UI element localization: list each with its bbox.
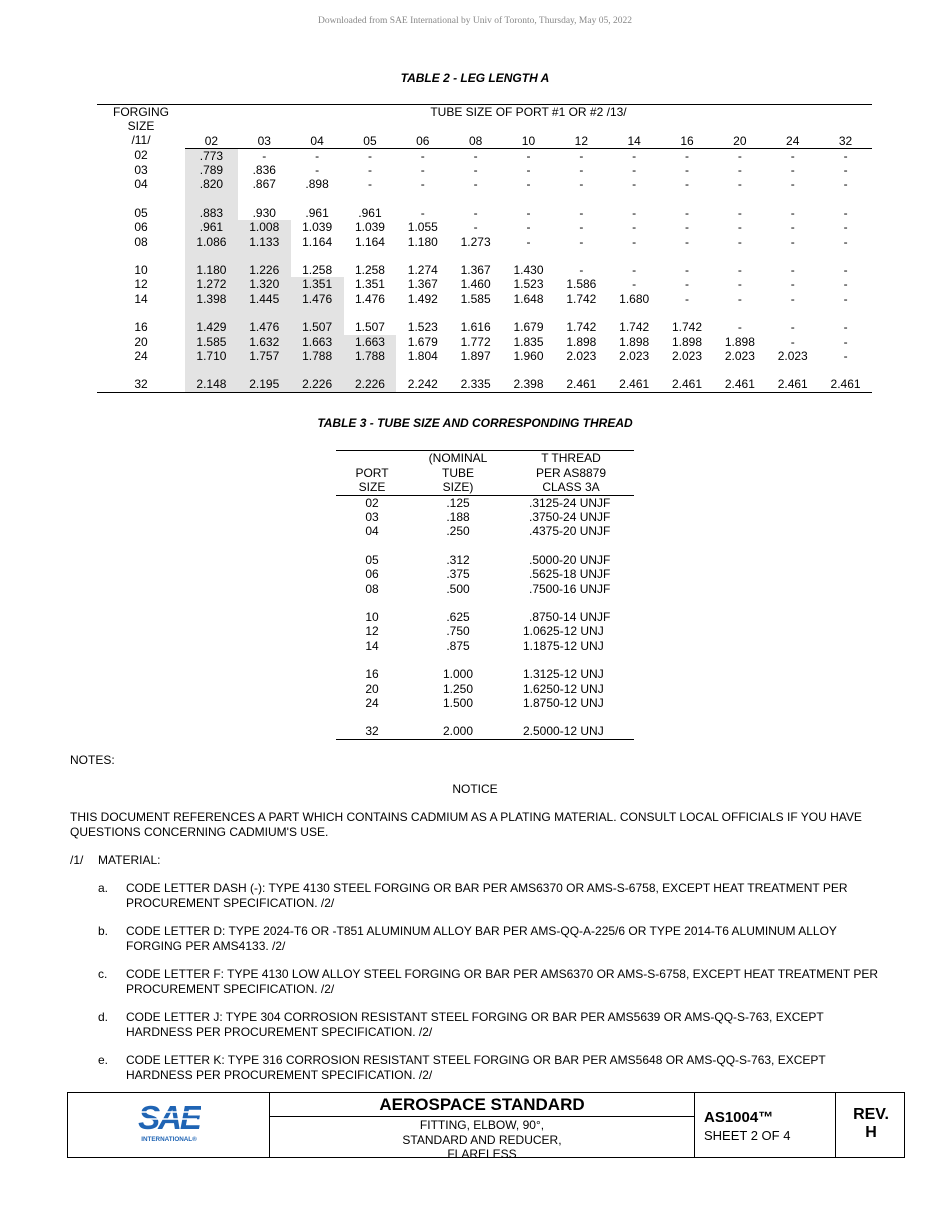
leg-length-cell: -	[579, 262, 584, 277]
material-item-letter: d.	[98, 1010, 109, 1024]
port-size-cell: 24	[365, 695, 379, 710]
leg-length-cell: -	[790, 205, 795, 220]
standard-type: AEROSPACE STANDARD	[270, 1093, 694, 1117]
table-row	[336, 624, 634, 638]
leg-length-cell: 1.086	[185, 235, 238, 249]
tube-size-cell: .125	[446, 495, 470, 510]
leg-length-cell: 1.273	[460, 234, 491, 249]
leg-length-cell: 1.835	[513, 334, 544, 349]
leg-length-cell: -	[790, 334, 795, 349]
material-number: /1/	[70, 853, 84, 867]
tube-size-column-header: 10	[502, 119, 555, 148]
leg-length-cell: 1.476	[238, 320, 291, 334]
leg-length-cell: -	[473, 177, 478, 192]
thread-header: T THREAD PER AS8879 CLASS 3A	[508, 451, 634, 496]
leg-length-cell: 1.445	[238, 292, 291, 306]
leg-length-cell: 1.398	[185, 292, 238, 306]
leg-length-cell: 1.274	[407, 262, 438, 277]
revision-label: REV.	[853, 1106, 889, 1123]
leg-length-cell: .961	[305, 205, 329, 220]
leg-length-cell: 1.680	[619, 291, 650, 306]
table-row	[97, 148, 872, 163]
forging-size-cell: 10	[134, 262, 148, 277]
tube-size-cell: 1.500	[442, 695, 474, 710]
tube-size-column-header: 08	[449, 119, 502, 148]
sheet-number: SHEET 2 OF 4	[704, 1128, 791, 1143]
leg-length-cell: 1.710	[185, 349, 238, 363]
leg-length-cell: 1.523	[513, 277, 544, 292]
tube-size-cell: .375	[446, 567, 470, 582]
material-label: MATERIAL:	[98, 853, 161, 867]
material-item-text: CODE LETTER F: TYPE 4130 LOW ALLOY STEEL FORGING OR BAR PER AMS6370 OR AMS-S-6758, EXCEPT HEAT TREATMENT PER PROCUREMENT SPECIFICATION. /2/	[126, 967, 879, 996]
leg-length-cell: 1.898	[566, 334, 597, 349]
tube-size-column-header: 12	[555, 119, 608, 148]
leg-length-cell: .930	[252, 205, 276, 220]
leg-length-cell: -	[790, 177, 795, 192]
forging-size-cell: 05	[134, 205, 148, 220]
leg-length-cell: 1.430	[513, 262, 544, 277]
leg-length-cell: 1.804	[407, 348, 438, 363]
leg-length-cell: -	[843, 291, 848, 306]
table-row	[97, 377, 872, 392]
leg-length-cell: -	[737, 291, 742, 306]
leg-length-cell: -	[685, 148, 690, 163]
leg-length-cell: 2.226	[291, 377, 344, 392]
leg-length-cell: -	[790, 277, 795, 292]
leg-length-cell: -	[632, 277, 637, 292]
leg-length-cell: 2.335	[449, 377, 502, 392]
table-row	[336, 510, 634, 524]
forging-size-cell: 08	[134, 234, 148, 249]
table-row	[336, 639, 634, 653]
leg-length-cell: 2.398	[502, 377, 555, 392]
leg-length-cell: -	[737, 262, 742, 277]
thread-cell: 1.8750-12 UNJ	[523, 695, 604, 710]
leg-length-cell: 2.023	[777, 348, 808, 363]
forging-size-cell: 04	[134, 177, 148, 192]
leg-length-cell: 1.226	[238, 263, 291, 277]
standard-cell	[270, 1093, 695, 1161]
leg-length-cell: .867	[252, 177, 276, 192]
notes-heading: NOTES:	[70, 753, 115, 767]
thread-cell: 1.3125-12 UNJ	[523, 667, 604, 682]
table-row	[336, 610, 634, 624]
leg-length-cell: -	[685, 177, 690, 192]
leg-length-cell: -	[473, 148, 478, 163]
leg-length-cell: 1.272	[185, 277, 238, 291]
leg-length-cell: -	[843, 334, 848, 349]
port-size-cell: 03	[365, 509, 379, 524]
leg-length-cell: -	[367, 148, 372, 163]
leg-length-cell: 1.757	[238, 349, 291, 363]
leg-length-cell: 2.023	[566, 348, 597, 363]
table-row	[97, 177, 872, 191]
leg-length-cell: -	[737, 162, 742, 177]
leg-length-cell: .789	[185, 163, 238, 177]
leg-length-cell: 1.616	[460, 320, 491, 335]
leg-length-cell: -	[579, 234, 584, 249]
leg-length-cell: 1.742	[566, 320, 597, 335]
leg-length-cell: -	[420, 162, 425, 177]
notice-text: THIS DOCUMENT REFERENCES A PART WHICH CONTAINS CADMIUM AS A PLATING MATERIAL. CONSULT LOCAL OFFICIALS IF YOU HAVE QUESTIONS CONCERNING CADMIUM'S USE.	[70, 810, 862, 839]
tube-size-column-header: 05	[344, 119, 397, 148]
thread-cell: 1.1875-12 UNJ	[523, 638, 604, 653]
leg-length-cell: 1.742	[672, 320, 703, 335]
leg-length-cell: 1.367	[460, 262, 491, 277]
thread-cell: .5000-20 UNJF	[529, 552, 611, 567]
leg-length-cell: -	[737, 148, 742, 163]
leg-length-cell: 1.180	[185, 263, 238, 277]
port-size-cell: 20	[365, 681, 379, 696]
forging-size-cell: 16	[134, 320, 148, 335]
tube-size-column-header: 04	[291, 119, 344, 148]
leg-length-cell: -	[843, 320, 848, 335]
leg-length-cell: 1.960	[513, 348, 544, 363]
leg-length-cell: 1.523	[407, 320, 438, 335]
leg-length-cell: 1.507	[291, 320, 344, 334]
leg-length-cell: 2.226	[344, 377, 397, 392]
leg-length-cell: -	[632, 162, 637, 177]
leg-length-cell: 1.476	[354, 291, 385, 306]
leg-length-cell: 1.788	[291, 349, 344, 363]
leg-length-cell: 1.679	[513, 320, 544, 335]
thread-cell: 2.5000-12 UNJ	[508, 724, 634, 739]
document-number: AS1004™	[704, 1109, 774, 1126]
leg-length-cell: 1.897	[460, 348, 491, 363]
leg-length-cell: -	[737, 205, 742, 220]
leg-length-cell: -	[579, 177, 584, 192]
leg-length-cell: -	[367, 162, 372, 177]
leg-length-cell: -	[632, 234, 637, 249]
forging-size-cell: 03	[134, 162, 148, 177]
leg-length-cell: 1.507	[354, 320, 385, 335]
leg-length-cell: 1.742	[566, 291, 597, 306]
tube-size-column-header: 24	[766, 119, 819, 148]
leg-length-cell: 1.133	[238, 235, 291, 249]
leg-length-cell: -	[473, 205, 478, 220]
leg-length-cell: 1.180	[407, 234, 438, 249]
leg-length-cell: -	[526, 177, 531, 192]
table-row	[336, 524, 634, 538]
leg-length-cell: -	[579, 205, 584, 220]
forging-size-cell: 14	[134, 291, 148, 306]
leg-length-cell: -	[632, 262, 637, 277]
leg-length-cell: -	[843, 162, 848, 177]
leg-length-cell: 2.148	[185, 377, 238, 392]
leg-length-cell: .773	[185, 148, 238, 163]
leg-length-cell: -	[737, 177, 742, 192]
leg-length-cell: -	[526, 220, 531, 235]
download-banner: Downloaded from SAE International by Univ of Toronto, Thursday, May 05, 2022	[318, 16, 632, 26]
leg-length-cell: -	[685, 277, 690, 292]
leg-length-cell: -	[526, 234, 531, 249]
forging-size-cell: 32	[97, 377, 185, 392]
leg-length-cell: -	[473, 220, 478, 235]
leg-length-cell: -	[843, 262, 848, 277]
port-size-cell: 02	[365, 495, 379, 510]
leg-length-cell: 2.195	[238, 377, 291, 392]
leg-length-cell: 1.367	[407, 277, 438, 292]
forging-size-cell: 12	[134, 277, 148, 292]
table-row	[97, 263, 872, 277]
leg-length-cell: 2.461	[766, 377, 819, 392]
leg-length-cell: 2.461	[661, 377, 714, 392]
leg-length-cell: .820	[185, 177, 238, 191]
leg-length-cell: -	[685, 262, 690, 277]
tube-size-cell: .875	[446, 638, 470, 653]
leg-length-cell: -	[685, 220, 690, 235]
leg-length-cell: -	[843, 234, 848, 249]
leg-length-cell: -	[632, 148, 637, 163]
port-size-cell: 12	[365, 624, 379, 639]
leg-length-cell: -	[843, 205, 848, 220]
leg-length-cell: -	[790, 148, 795, 163]
table-row	[97, 235, 872, 249]
leg-length-cell: -	[526, 205, 531, 220]
leg-length-cell: 1.164	[354, 234, 385, 249]
leg-length-cell: -	[632, 205, 637, 220]
notice-title: NOTICE	[452, 782, 498, 796]
sae-international-logo	[137, 1099, 201, 1145]
table-row	[336, 682, 634, 696]
leg-length-cell: 1.679	[407, 334, 438, 349]
forging-size-header: FORGING SIZE /11/	[97, 105, 185, 149]
port-size-cell: 08	[365, 581, 379, 596]
leg-length-cell: 1.460	[460, 277, 491, 292]
leg-length-cell: 1.320	[238, 277, 291, 291]
leg-length-cell: .898	[305, 177, 329, 192]
title-block	[67, 1092, 905, 1161]
material-item-text: CODE LETTER DASH (-): TYPE 4130 STEEL FORGING OR BAR PER AMS6370 OR AMS-S-6758, EXCEPT HEAT TREATMENT PER PROCUREMENT SPECIFICATION. /2/	[126, 881, 848, 910]
revision-cell	[836, 1093, 906, 1157]
tube-size-column-header: 14	[608, 119, 661, 148]
leg-length-cell: 2.461	[608, 377, 661, 392]
leg-length-cell: 1.898	[724, 334, 755, 349]
leg-length-cell: -	[685, 234, 690, 249]
tube-size-column-header: 20	[713, 119, 766, 148]
thread-cell: .3750-24 UNJF	[529, 509, 611, 524]
tube-size-column-header: 02	[185, 119, 238, 148]
leg-length-cell: 2.242	[396, 377, 449, 392]
leg-length-cell: -	[420, 148, 425, 163]
tube-thread-table	[336, 450, 634, 740]
table-row	[97, 320, 872, 334]
leg-length-cell: 2.023	[724, 348, 755, 363]
leg-length-cell: 1.351	[354, 277, 385, 292]
leg-length-table	[97, 104, 872, 393]
leg-length-cell: -	[420, 205, 425, 220]
thread-cell: .7500-16 UNJF	[529, 581, 611, 596]
tube-size-cell: 1.250	[442, 681, 474, 696]
leg-length-cell: -	[262, 148, 267, 163]
leg-length-cell: -	[526, 148, 531, 163]
leg-length-cell: -	[843, 177, 848, 192]
table-row	[97, 220, 872, 234]
table-row	[97, 349, 872, 363]
leg-length-cell: -	[790, 234, 795, 249]
leg-length-cell: -	[579, 162, 584, 177]
leg-length-cell: -	[632, 220, 637, 235]
leg-length-cell: -	[843, 148, 848, 163]
leg-length-cell: 1.476	[291, 292, 344, 306]
table-row	[336, 553, 634, 567]
port-size-cell: 06	[365, 567, 379, 582]
leg-length-cell: .961	[185, 220, 238, 234]
leg-length-cell: -	[790, 162, 795, 177]
table2-title: TABLE 2 - LEG LENGTH A	[400, 71, 550, 85]
forging-size-cell: 20	[134, 334, 148, 349]
leg-length-cell: -	[737, 320, 742, 335]
port-size-cell: 04	[365, 524, 379, 539]
table-row	[97, 335, 872, 349]
table-row	[97, 163, 872, 177]
thread-cell: 1.6250-12 UNJ	[523, 681, 604, 696]
material-item-letter: b.	[98, 924, 109, 938]
forging-size-cell: 24	[134, 348, 148, 363]
document-cell	[695, 1093, 836, 1157]
leg-length-cell: 1.164	[302, 234, 333, 249]
leg-length-cell: 1.663	[344, 335, 397, 349]
port-size-cell: 32	[336, 724, 408, 739]
leg-length-cell: -	[315, 148, 320, 163]
leg-length-cell: -	[737, 220, 742, 235]
leg-length-cell: -	[315, 162, 320, 177]
material-item-letter: c.	[98, 967, 108, 981]
table-row	[336, 495, 634, 510]
leg-length-cell: 1.898	[672, 334, 703, 349]
table-row	[97, 292, 872, 306]
leg-length-cell: 1.008	[238, 220, 291, 234]
leg-length-cell: 1.788	[344, 349, 397, 363]
thread-cell: .8750-14 UNJF	[529, 609, 611, 624]
table3-title: TABLE 3 - TUBE SIZE AND CORRESPONDING THREAD	[317, 416, 633, 430]
leg-length-cell: -	[685, 291, 690, 306]
table-row	[97, 206, 872, 220]
part-description: FITTING, ELBOW, 90°, STANDARD AND REDUCER, FLARELESS	[402, 1118, 562, 1161]
nominal-tube-size-header: (NOMINAL TUBE SIZE)	[408, 451, 508, 496]
leg-length-cell: -	[367, 177, 372, 192]
material-item-letter: a.	[98, 881, 109, 895]
leg-length-cell: 1.039	[302, 220, 333, 235]
leg-length-cell: 1.258	[354, 262, 385, 277]
tube-size-cell: .750	[446, 624, 470, 639]
material-item-letter: e.	[98, 1053, 109, 1067]
leg-length-cell: 1.055	[407, 220, 438, 235]
leg-length-cell: 1.429	[185, 320, 238, 334]
tube-size-cell: 1.000	[442, 667, 474, 682]
leg-length-cell: 1.632	[238, 335, 291, 349]
table-row	[336, 724, 634, 739]
leg-length-cell: -	[790, 291, 795, 306]
logo-cell	[68, 1093, 270, 1157]
leg-length-cell: -	[579, 148, 584, 163]
leg-length-cell: -	[685, 162, 690, 177]
leg-length-cell: .836	[252, 162, 276, 177]
leg-length-cell: 2.023	[672, 348, 703, 363]
port-size-cell: 16	[365, 667, 379, 682]
leg-length-cell: 1.258	[302, 262, 333, 277]
leg-length-cell: 1.585	[185, 335, 238, 349]
thread-cell: .3125-24 UNJF	[529, 495, 611, 510]
leg-length-cell: 1.648	[513, 291, 544, 306]
table-row	[336, 696, 634, 710]
leg-length-cell: 1.039	[354, 220, 385, 235]
leg-length-cell: -	[790, 320, 795, 335]
tube-size-column-header: 16	[661, 119, 714, 148]
leg-length-cell: 2.461	[555, 377, 608, 392]
tube-size-header: TUBE SIZE OF PORT #1 OR #2 /13/	[185, 105, 872, 120]
leg-length-cell: 1.585	[460, 291, 491, 306]
tube-size-cell: .250	[446, 524, 470, 539]
leg-length-cell: 2.461	[713, 377, 766, 392]
leg-length-cell: -	[685, 205, 690, 220]
leg-length-cell: -	[843, 220, 848, 235]
tube-size-cell: .500	[446, 581, 470, 596]
forging-size-cell: 02	[134, 148, 148, 163]
leg-length-cell: -	[843, 348, 848, 363]
tube-size-cell: .188	[446, 509, 470, 524]
leg-length-cell: 1.898	[619, 334, 650, 349]
leg-length-cell: 1.663	[291, 335, 344, 349]
table-row	[336, 667, 634, 681]
thread-cell: .4375-20 UNJF	[529, 524, 611, 539]
leg-length-cell: .883	[185, 206, 238, 220]
leg-length-cell: 2.023	[619, 348, 650, 363]
leg-length-cell: 2.461	[819, 377, 872, 392]
leg-length-cell: -	[737, 234, 742, 249]
leg-length-cell: -	[843, 277, 848, 292]
tube-size-column-header: 03	[238, 119, 291, 148]
port-size-cell: 10	[365, 609, 379, 624]
leg-length-cell: 1.586	[566, 277, 597, 292]
leg-length-cell: -	[579, 220, 584, 235]
port-size-cell: 14	[365, 638, 379, 653]
leg-length-cell: 1.742	[619, 320, 650, 335]
leg-length-cell: -	[790, 220, 795, 235]
tube-size-column-header: 06	[396, 119, 449, 148]
port-size-cell: 05	[365, 552, 379, 567]
leg-length-cell: -	[632, 177, 637, 192]
tube-size-cell: 2.000	[408, 724, 508, 739]
table-row	[97, 277, 872, 291]
leg-length-cell: 1.351	[291, 277, 344, 291]
thread-cell: 1.0625-12 UNJ	[523, 624, 604, 639]
revision-value: H	[865, 1124, 877, 1141]
material-item-text: CODE LETTER D: TYPE 2024-T6 OR -T851 ALUMINUM ALLOY BAR PER AMS-QQ-A-225/6 OR TYPE 2014-T6 ALUMINUM ALLOY FORGING PER AMS4133. /2/	[126, 924, 837, 953]
leg-length-cell: -	[473, 162, 478, 177]
tube-size-cell: .625	[446, 609, 470, 624]
forging-size-cell: 06	[134, 220, 148, 235]
leg-length-cell: 1.772	[460, 334, 491, 349]
leg-length-cell: 1.492	[407, 291, 438, 306]
svg-text:INTERNATIONAL®: INTERNATIONAL®	[141, 1136, 197, 1143]
thread-cell: .5625-18 UNJF	[529, 567, 611, 582]
svg-text:SAE: SAE	[138, 1099, 200, 1136]
port-size-header: PORT SIZE	[336, 451, 408, 496]
tube-size-column-header: 32	[819, 119, 872, 148]
table-row	[336, 582, 634, 596]
material-item-text: CODE LETTER K: TYPE 316 CORROSION RESISTANT STEEL FORGING OR BAR PER AMS5648 OR AMS-QQ-S-763, EXCEPT HARDNESS PER PROCUREMENT SPECIFICATION. /2/	[126, 1053, 826, 1082]
leg-length-cell: .961	[358, 205, 382, 220]
leg-length-cell: -	[737, 277, 742, 292]
leg-length-cell: -	[420, 177, 425, 192]
table-row	[336, 567, 634, 581]
tube-size-cell: .312	[446, 552, 470, 567]
leg-length-cell: -	[526, 162, 531, 177]
material-item-text: CODE LETTER J: TYPE 304 CORROSION RESISTANT STEEL FORGING OR BAR PER AMS5639 OR AMS-QQ-S-763, EXCEPT HARDNESS PER PROCUREMENT SPECIFICATION. /2/	[126, 1010, 824, 1039]
leg-length-cell: -	[790, 262, 795, 277]
